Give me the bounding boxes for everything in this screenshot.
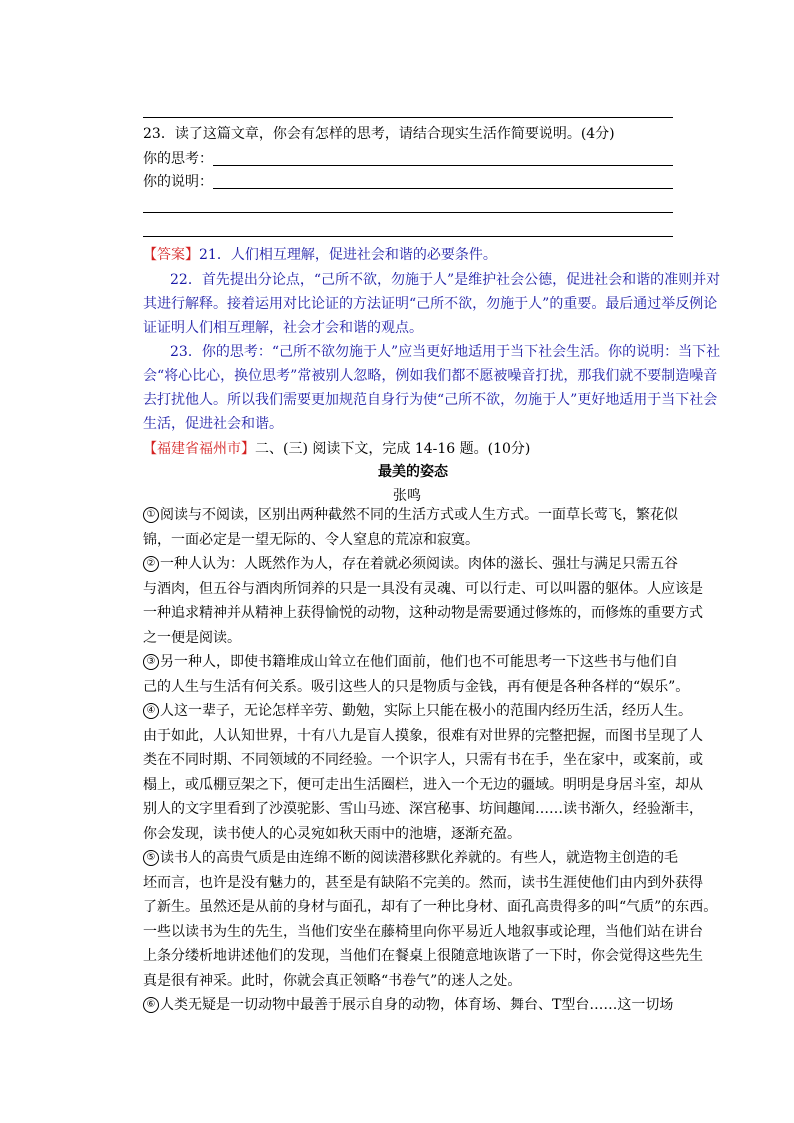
explain-answer-line-1[interactable] (213, 188, 673, 189)
answer-22-line-3: 证证明人们相互理解，社会才会和谐的观点。 (143, 320, 423, 336)
paragraph-first-line (143, 848, 678, 868)
answer-23-line-3: 去打扰他人。所以我们需要更加规范自身行为使“己所不欲，勿施于人”更好地适用于当下社会 (143, 392, 718, 408)
answer-23-line-2: 会“将心比心，换位思考”常被别人忽略，例如我们都不愿被噪音打扰，那我们就不要制造噪音 (143, 368, 718, 384)
paragraph-line (143, 603, 703, 623)
answer-22-line-1: 22．首先提出分论点，“己所不欲，勿施于人”是维护社会公德，促进社会和谐的准则并对 (170, 272, 721, 288)
paragraph-text: 真是很有神采。此时，你就会真正领略“书卷气”的迷人之处。 (143, 972, 522, 989)
paragraph-first-line (143, 995, 673, 1015)
paragraph-text: 一种追求精神并从精神上获得愉悦的动物，这种动物是需要通过修炼的，而修炼的重要方式 (143, 605, 703, 621)
paragraph-line (143, 799, 703, 819)
section-header (143, 439, 530, 459)
answer-21-text: 21．人们相互理解，促进社会和谐的必要条件。 (199, 247, 497, 263)
paragraph-line (143, 897, 717, 917)
paragraph-text: 与酒肉，但五谷与酒肉所饲养的只是一具没有灵魂、可以行走、可以叫嚣的躯体。人应该是 (143, 580, 703, 597)
question-23: 23．读了这篇文章，你会有怎样的思考，请结合现实生活作简要说明。(4分) (143, 126, 615, 142)
paragraph-text: 阅读与不阅读，区别出两种截然不同的生活方式或人生方式。一面草长莺飞，繁花似 (160, 507, 678, 523)
paragraph-first-line (143, 554, 678, 574)
paragraph-line (143, 922, 703, 942)
paragraph-line (143, 946, 703, 966)
paragraph-line (143, 579, 703, 599)
paragraph-line (143, 971, 521, 991)
answer-23-line-4: 生活，促进社会和谐。 (143, 416, 283, 432)
paragraph-text: 类在不同时期、不同领域的不同经验。一个识字人，只需有书在手，坐在家中，或案前，或 (143, 752, 703, 768)
paragraph-text: 上条分缕析地讲述他们的发现，当他们在餐桌上很随意地诙谐了一下时，你会觉得这些先生 (143, 948, 703, 964)
paragraph-line (143, 677, 689, 697)
paragraph-number: ④ (143, 703, 159, 719)
paragraph-number: ② (143, 556, 159, 572)
paragraph-line (143, 628, 241, 648)
article-author: 张鸣 (393, 488, 421, 504)
paragraph-text: 榻上，或瓜棚豆架之下，便可走出生活圈栏，进入一个无边的疆域。明明是身居斗室，却从 (143, 776, 703, 793)
paragraph-first-line (143, 652, 678, 672)
paragraph-line (143, 726, 703, 746)
paragraph-text: 人这一辈子，无论怎样辛劳、勤勉，实际上只能在极小的范围内经历生活，经历人生。 (160, 703, 692, 719)
paragraph-text: 之一便是阅读。 (143, 629, 241, 646)
paragraph-first-line (143, 701, 692, 721)
paragraph-text: 一些以读书为生的先生，当他们安坐在藤椅里向你平易近人地叙事或论理，当他们站在讲台 (143, 923, 703, 940)
explain-answer-line-2[interactable] (143, 212, 673, 213)
paragraph-line (143, 873, 703, 893)
paragraph-number: ① (143, 507, 159, 523)
paragraph-text: 己的人生与生活有何关系。吸引这些人的只是物质与金钱，再有便是各种各样的“娱乐”。 (143, 678, 690, 695)
answer-22-line-2: 其进行解释。接着运用对比论证的方法证明“己所不欲，勿施于人”的重要。最后通过举反例论 (143, 296, 718, 312)
source-tag: 【福建省福州市】 (143, 441, 255, 457)
paragraph-text: 由于如此，人认知世界，十有八九是盲人摸象，很难有对世界的完整把握，而图书呈现了人 (143, 727, 703, 744)
paragraph-line (143, 750, 703, 770)
section-instruction: 二、(三) 阅读下文，完成 14-16 题。(10分) (255, 441, 531, 457)
answer-23-line-1: 23．你的思考：“己所不欲勿施于人”应当更好地适用于当下社会生活。你的说明：当下社 (170, 344, 721, 360)
paragraph-text: 读书人的高贵气质是由连绵不断的阅读潜移默化养就的。有些人，就造物主创造的毛 (160, 850, 678, 866)
explain-answer-line-3[interactable] (143, 236, 673, 237)
paragraph-first-line (143, 505, 678, 525)
paragraph-text: 了新生。虽然还是从前的身材与面孔，却有了一种比身材、面孔高贵得多的叫“气质”的东西。 (143, 899, 718, 915)
explain-label: 你的说明： (143, 174, 213, 190)
paragraph-line (143, 824, 521, 844)
paragraph-text: 你会发现，读书使人的心灵宛如秋天雨中的池塘，逐渐充盈。 (143, 825, 521, 842)
paragraph-text: 锦，一面必定是一望无际的、令人窒息的荒凉和寂寞。 (143, 531, 479, 548)
think-label: 你的思考： (143, 151, 213, 167)
paragraph-number: ⑤ (143, 850, 159, 866)
paragraph-text: 一种人认为：人既然作为人，存在着就必须阅读。肉体的滋长、强壮与满足只需五谷 (160, 556, 678, 572)
article-title: 最美的姿态 (378, 464, 448, 480)
paragraph-number: ⑥ (143, 997, 159, 1013)
paragraph-text: 别人的文字里看到了沙漠驼影、雪山马迹、深宫秘事、坊间趣闻……读书渐久，经验渐丰， (143, 801, 703, 817)
paragraph-text: 人类无疑是一切动物中最善于展示自身的动物，体育场、舞台、T型台……这一切场 (160, 997, 674, 1013)
paragraph-line (143, 530, 479, 550)
think-answer-line[interactable] (213, 165, 673, 166)
answer-21 (143, 245, 497, 265)
paragraph-line (143, 775, 703, 795)
paragraph-number: ③ (143, 654, 159, 670)
paragraph-text: 坯而言，也许是没有魅力的，甚至是有缺陷不完美的。然而，读书生涯使他们由内到外获得 (143, 874, 703, 891)
answer-line-top (143, 117, 673, 118)
paragraph-text: 另一种人，即使书籍堆成山耸立在他们面前，他们也不可能思考一下这些书与他们自 (160, 654, 678, 670)
answer-tag: 【答案】 (143, 247, 199, 263)
